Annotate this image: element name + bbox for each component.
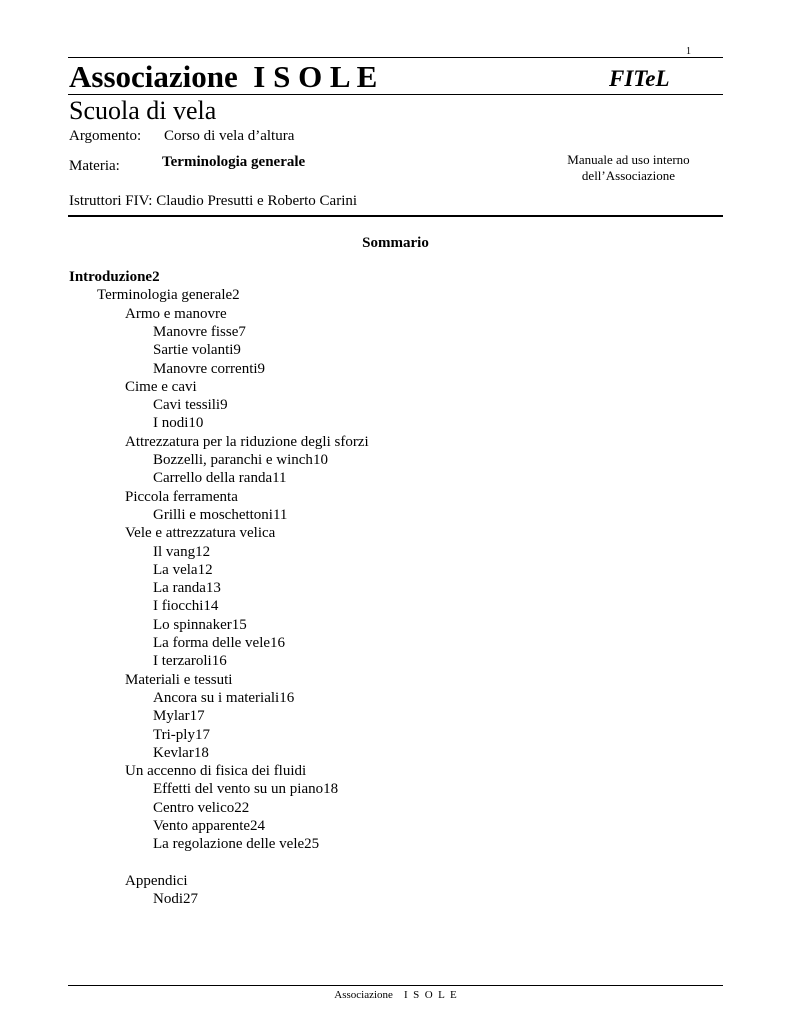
toc-entry-page: 14 xyxy=(203,598,219,615)
toc-entry-page: 9 xyxy=(233,342,241,359)
footer-rule xyxy=(68,985,723,986)
toc-entry-label: Kevlar xyxy=(153,744,194,761)
toc-section-heading-appendici: Appendici xyxy=(125,873,188,889)
toc-entry-label: La vela xyxy=(153,561,198,578)
toc-entry-page: 9 xyxy=(257,360,266,377)
manual-note-line1: Manuale ad uso interno xyxy=(567,152,690,167)
toc-entry-page: 17 xyxy=(194,726,210,743)
materia-value: Terminologia generale xyxy=(162,154,306,170)
toc-entry-label: Ancora su i materiali xyxy=(153,689,280,706)
toc-entry-label: La regolazione delle vele xyxy=(153,836,305,853)
toc-entry-label: Terminologia generale xyxy=(97,287,233,304)
toc-entry-label: Il vang xyxy=(153,543,196,560)
toc-entry-label: Introduzione xyxy=(69,269,153,285)
toc-entry-page: 11 xyxy=(272,506,288,523)
toc-entry-page: 18 xyxy=(193,744,209,761)
toc-section-heading: Piccola ferramenta xyxy=(125,488,238,505)
toc-entry-label: Manovre correnti xyxy=(153,360,258,377)
toc-entry-label: I terzaroli xyxy=(153,653,212,670)
toc-entry-label: Bozzelli, paranchi e winch xyxy=(153,452,313,468)
toc-entry-page: 17 xyxy=(189,708,205,725)
toc-entry-page: 24 xyxy=(250,818,266,834)
toc-entry-page: 16 xyxy=(270,635,286,651)
toc-entry-page: 2 xyxy=(232,287,240,304)
argomento-value: Corso di vela d’altura xyxy=(164,128,295,144)
istruttori-line: Istruttori FIV: Claudio Presutti e Roberto Carini xyxy=(69,193,358,209)
toc-entry-label: Lo spinnaker xyxy=(153,616,232,633)
fitel-logo-text: FITeL xyxy=(609,66,670,91)
toc-entry-page: 25 xyxy=(304,836,320,853)
toc-entry-page: 16 xyxy=(211,653,227,670)
toc-entry-label: I fiocchi xyxy=(153,598,204,615)
toc-entry-page: 7 xyxy=(238,323,246,340)
toc-entry-label: Cavi tessili xyxy=(153,397,221,414)
toc-section-heading: Attrezzatura per la riduzione degli sforzi xyxy=(125,433,369,450)
toc-entry-page: 22 xyxy=(234,799,250,816)
toc-section-heading: Armo e manovre xyxy=(125,305,227,322)
toc-entry-label: Vento apparente xyxy=(153,818,251,834)
toc-entry-label: I nodi xyxy=(153,415,189,432)
toc-entry-label: La forma delle vele xyxy=(153,635,271,651)
footer-text: Associazione I S O L E xyxy=(334,989,457,1001)
header-bottom-rule xyxy=(68,215,723,217)
manual-note xyxy=(560,152,697,184)
toc-entry-label: Sartie volanti xyxy=(153,342,234,359)
toc-entry-page: 11 xyxy=(272,470,287,487)
toc-entry-page: 15 xyxy=(231,616,247,633)
toc-entry-page: 13 xyxy=(205,580,221,597)
toc-entry-page: 16 xyxy=(279,689,295,706)
toc-section-heading: Vele e attrezzatura velica xyxy=(125,525,276,542)
manual-note-line2: dell’Associazione xyxy=(581,168,676,183)
toc-entry-page: 27 xyxy=(183,891,198,907)
toc-entry-label: Mylar xyxy=(153,708,190,725)
toc-entry-label: Tri-ply xyxy=(153,726,195,743)
toc-entry-page: 10 xyxy=(312,452,328,468)
document-subtitle: Scuola di vela xyxy=(69,96,217,125)
toc-entry-page: 12 xyxy=(197,561,213,578)
argomento-label: Argomento: xyxy=(69,128,142,144)
toc-entry-label: Carrello della randa xyxy=(153,470,273,487)
toc-entry-label: Manovre fisse xyxy=(153,323,239,340)
document-title: Associazione I S O L E xyxy=(69,59,378,94)
toc-entry-label: Centro velico xyxy=(153,799,235,816)
toc-entry-label: Nodi xyxy=(153,891,183,907)
toc-heading: Sommario xyxy=(362,235,429,251)
toc-entry-page: 2 xyxy=(152,269,160,285)
toc-entry-page: 9 xyxy=(220,397,228,414)
toc-section-heading: Materiali e tessuti xyxy=(125,671,233,688)
toc-entry-page: 10 xyxy=(188,415,204,432)
toc-entry-page: 18 xyxy=(323,781,339,798)
toc-entry-page: 12 xyxy=(195,543,211,560)
toc-section-heading: Un accenno di fisica dei fluidi xyxy=(125,763,307,780)
toc-entry-label: La randa xyxy=(153,580,206,597)
toc-entry-label: Effetti del vento su un piano xyxy=(153,781,324,798)
materia-label: Materia: xyxy=(69,158,120,174)
page-number: 1 xyxy=(686,46,691,57)
toc-entry-label: Grilli e moschettoni xyxy=(153,506,273,523)
toc-section-heading: Cime e cavi xyxy=(125,378,197,395)
